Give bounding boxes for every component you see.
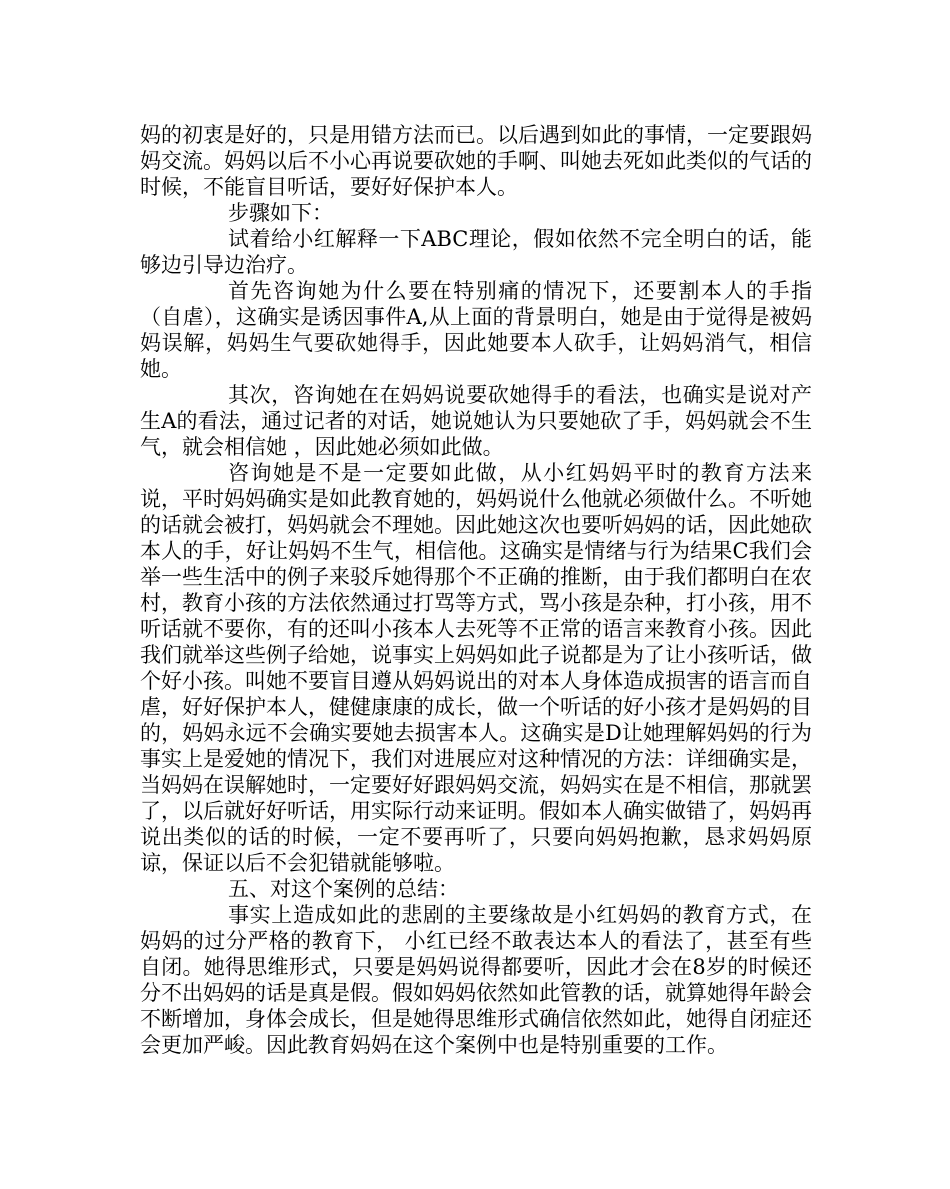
paragraph-event-a: 首先咨询她为什么要在特别痛的情况下，还要割本人的手指（自虐），这确实是诱因事件A,从上面的背景明白，她是由于觉得是被妈妈误解，妈妈生气要砍她得手，因此她要本人砍手，让妈妈消气，相信她。 [140,279,812,381]
paragraph-abc-theory: 试着给小红解释一下ABC理论，假如依然不完全明白的话，能够边引导边治疗。 [140,227,812,277]
paragraph-summary: 事实上造成如此的悲剧的主要缘故是小红妈妈的教育方式，在妈妈的过分严格的教育下， 小红已经不敢表达本人的看法了，甚至有些自闭。她得思维形式，只要是妈妈说得都要听，因此才会在8岁的时候还分不出妈妈的话是真是假。假如妈妈依然如此管教的话，就算她得年龄会不断增加，身体会成长，但是她得思维形式确信依然如此，她得自闭症还会更加严峻。因此教育妈妈在这个案例中也是特别重要的工作。 [140,903,812,1057]
paragraph-consequence-c: 咨询她是不是一定要如此做，从小红妈妈平时的教育方法来说，平时妈妈确实是如此教育她的，妈妈说什么他就必须做什么。不听她的话就会被打，妈妈就会不理她。因此她这次也要听妈妈的话，因此她砍本人的手，好让妈妈不生气，相信他。这确实是情绪与行为结果C我们会举一些生活中的例子来驳斥她得那个不正确的推断，由于我们都明白在农村，教育小孩的方法依然通过打骂等方式，骂小孩是杂种，打小孩，用不听话就不要你，有的还叫小孩本人去死等不正常的语言来教育小孩。因此我们就举这些例子给她，说事实上妈妈如此子说都是为了让小孩听话，做个好小孩。叫她不要盲目遵从妈妈说出的对本人身体造成损害的语言而自虐，好好保护本人，健健康康的成长，做一个听话的好小孩才是妈妈的目的，妈妈永远不会确实要她去损害本人。这确实是D让她理解妈妈的行为事实上是爱她的情况下，我们对进展应对这种情况的方法：详细确实是，当妈妈在误解她时，一定要好好跟妈妈交流，妈妈实在是不相信，那就罢了，以后就好好听话，用实际行动来证明。假如本人确实做错了，妈妈再说出类似的话的时候，一定不要再听了，只要向妈妈抱歉，恳求妈妈原谅，保证以后不会犯错就能够啦。 [140,461,812,875]
document-body [140,122,812,1058]
paragraph-steps-heading: 步骤如下： [228,201,333,225]
paragraph-continuation: 妈的初衷是好的，只是用错方法而已。以后遇到如此的事情，一定要跟妈妈交流。妈妈以后不小心再说要砍她的手啊、叫她去死如此类似的气话的时候，不能盲目听话，要好好保护本人。 [140,123,812,199]
paragraph-belief-b: 其次，咨询她在在妈妈说要砍她得手的看法，也确实是说对产生A的看法，通过记者的对话，她说她认为只要她砍了手，妈妈就会不生气，就会相信她 ，因此她必须如此做。 [140,383,812,459]
paragraph-summary-heading: 五、对这个案例的总结： [228,877,459,901]
